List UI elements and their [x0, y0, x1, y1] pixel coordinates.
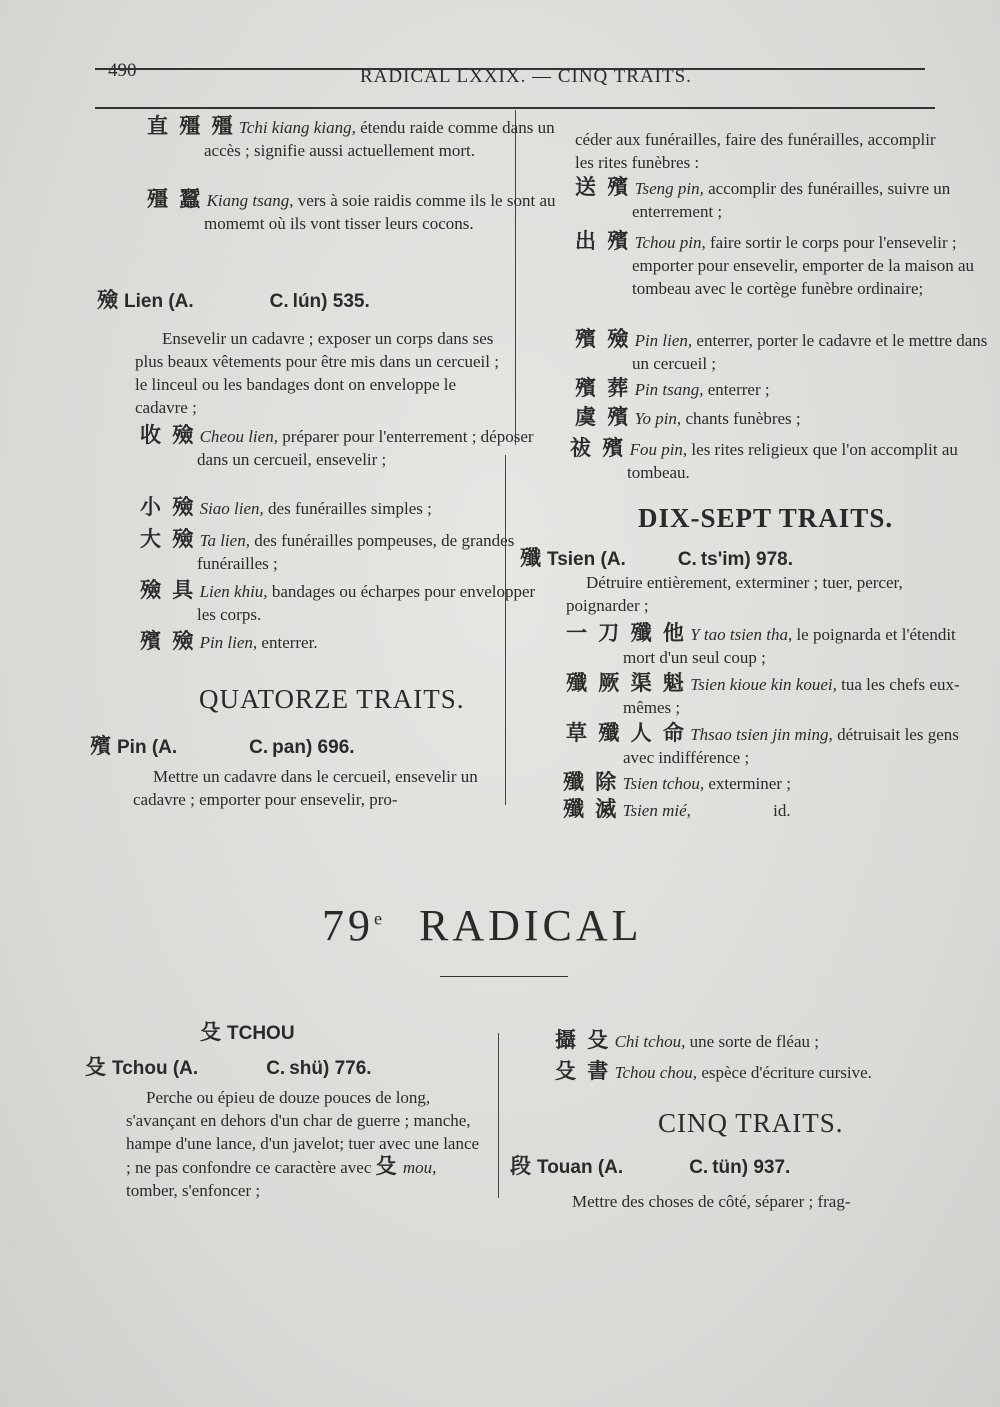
romanization: Tseng pin,: [634, 179, 704, 198]
section-heading: CINQ TRAITS.: [658, 1108, 844, 1138]
cantonese-label: C.: [689, 1157, 709, 1178]
definition: bandages ou écharpes pour envelopper les corps.: [197, 582, 536, 624]
romanization: Pin tsang,: [634, 380, 704, 399]
headword-line: [97, 284, 517, 314]
chinese-characters: 殯 葬: [575, 376, 631, 400]
chinese-characters: 出 殯: [575, 229, 631, 253]
chinese-characters: 大 殮: [140, 527, 196, 551]
entry: [140, 424, 557, 471]
headword-line: [520, 542, 940, 572]
romanization: Tsien tchou,: [622, 774, 705, 793]
romanization: Cheou lien,: [199, 427, 278, 446]
entry: [555, 1060, 935, 1084]
romanization: Tchou pin,: [634, 233, 706, 252]
chinese-characters: 送 殯: [575, 175, 631, 199]
entry: [563, 771, 986, 795]
headword-character: 段: [510, 1154, 533, 1178]
headword-line: [90, 730, 510, 760]
romanization: Pin lien,: [634, 331, 693, 350]
definition: tua les chefs eux-mêmes ;: [623, 675, 960, 717]
entry: [140, 496, 557, 520]
chinese-characters: 殲 除: [563, 770, 619, 794]
headword-character: 殳: [85, 1055, 108, 1079]
chinese-characters: 直 殭 殭: [147, 114, 235, 138]
definition: exterminer ;: [704, 774, 791, 793]
entry: [566, 622, 989, 669]
entry: [575, 328, 997, 375]
pronunciation: ts'im) 978.: [700, 549, 793, 570]
entry: [575, 377, 997, 401]
pronunciation: shü) 776.: [289, 1058, 372, 1079]
definition-text: tomber, s'enfoncer ;: [126, 1181, 261, 1200]
page-number: 490: [108, 60, 137, 81]
definition: une sorte de fléau ;: [685, 1032, 819, 1051]
romanization: Lien khiu,: [199, 582, 268, 601]
headword-character: 殲: [520, 546, 543, 570]
chinese-characters: 攝 殳: [555, 1028, 611, 1052]
headword: Touan (A.: [537, 1157, 624, 1178]
definition: id.: [773, 801, 791, 820]
romanization: Chi tchou,: [614, 1032, 686, 1051]
chinese-characters: 一 刀 殲 他: [566, 621, 686, 645]
cantonese-label: C.: [269, 291, 289, 312]
chinese-characters: 虞 殯: [575, 405, 631, 429]
romanization: Kiang tsang,: [206, 191, 294, 210]
chinese-character: 殳: [375, 1154, 399, 1178]
definition: Ensevelir un cadavre ; exposer un corps dans ses plus beaux vêtements pour être mis dans un cercueil ; le linceul ou les bandages dont on enveloppe le cadavre ;: [135, 329, 499, 417]
definition: accomplir des funérailles, suivre un enterrement ;: [632, 179, 951, 221]
header-rule-lower: [95, 107, 935, 109]
definition: détruisait les gens avec indifférence ;: [623, 725, 959, 767]
definition: espèce d'écriture cursive.: [697, 1063, 872, 1082]
chinese-characters: 殭 蠶: [147, 187, 203, 211]
romanization: Tchi kiang kiang,: [238, 118, 356, 137]
definition: Mettre des choses de côté, séparer ; frag-: [572, 1192, 851, 1211]
radical-character: 殳: [200, 1020, 223, 1044]
cantonese-label: C.: [677, 549, 697, 570]
romanization: Thsao tsien jin ming,: [690, 725, 833, 744]
headword-character: 殯: [90, 734, 113, 758]
definition: enterrer, porter le cadavre et le mettre dans un cercueil ;: [632, 331, 988, 373]
entry: [147, 188, 566, 235]
romanization: Yo pin,: [634, 409, 682, 428]
pronunciation: tün) 937.: [712, 1157, 791, 1178]
entry: [566, 722, 989, 769]
chinese-characters: 收 殮: [140, 423, 196, 447]
definition: préparer pour l'enterrement ; déposer dans un cercueil, ensevelir ;: [197, 427, 534, 469]
entry: [566, 672, 989, 719]
definition: [126, 1086, 488, 1202]
definition: le poignarda et l'étendit mort d'un seul coup ;: [623, 625, 956, 667]
entry: [570, 437, 997, 484]
definition: chants funèbres ;: [681, 409, 801, 428]
romanization: Tchou chou,: [614, 1063, 698, 1082]
radical-word: RADICAL: [419, 901, 643, 950]
section-heading: DIX-SEPT TRAITS.: [638, 503, 894, 533]
chinese-characters: 殲 滅: [563, 797, 619, 821]
radical-number: 79: [322, 901, 374, 950]
entry: [140, 579, 557, 626]
definition: des funérailles simples ;: [263, 499, 432, 518]
definition: des funérailles pompeuses, de grandes funérailles ;: [197, 531, 515, 573]
headword: Tsien (A.: [547, 549, 626, 570]
definition: enterrer ;: [703, 380, 770, 399]
romanization: Pin lien,: [199, 633, 258, 652]
entry: [140, 630, 557, 654]
headword-line: [85, 1051, 495, 1081]
romanization: Ta lien,: [199, 531, 250, 550]
pronunciation: lún) 535.: [292, 291, 370, 312]
radical-number-suffix: e: [374, 908, 386, 929]
headword-line: [510, 1150, 940, 1180]
entry: [563, 798, 929, 822]
chinese-characters: 小 殮: [140, 495, 196, 519]
radical-heading: [200, 1016, 295, 1046]
radical-name: TCHOU: [227, 1023, 295, 1044]
headword: Lien (A.: [124, 291, 194, 312]
definition: faire sortir le corps pour l'ensevelir ; emporter pour ensevelir, emporter de la maison au tombeau avec le cortège funèbre ordinaire;: [632, 233, 975, 298]
definition: les rites religieux que l'on accomplit au tombeau.: [627, 440, 958, 482]
entry: [140, 528, 557, 575]
romanization: Tsien mié,: [622, 801, 691, 820]
definition: enterrer.: [257, 633, 318, 652]
header-rule: [95, 68, 925, 70]
definition-continued: céder aux funérailles, faire des funérailles, accomplir les rites funèbres :: [575, 130, 936, 172]
definition: vers à soie raidis comme ils le sont au momemt où ils vont tisser leurs cocons.: [204, 191, 556, 233]
title-rule: [440, 976, 568, 977]
cantonese-label: C.: [249, 737, 269, 758]
cantonese-label: C.: [266, 1058, 286, 1079]
definition: Détruire entièrement, exterminer ; tuer, percer, poignarder ;: [566, 573, 903, 615]
romanization: Siao lien,: [199, 499, 264, 518]
chinese-characters: 殮 具: [140, 578, 196, 602]
entry: [555, 1029, 935, 1053]
definition: étendu raide comme dans un accès ; signifie aussi actuellement mort.: [204, 118, 555, 160]
entry: [575, 406, 997, 430]
chinese-characters: 殳 書: [555, 1059, 611, 1083]
headword-character: 殮: [97, 288, 120, 312]
entry: [575, 176, 997, 223]
chinese-characters: 殯 殮: [575, 327, 631, 351]
headword: Pin (A.: [117, 737, 178, 758]
romanization: Y tao tsien tha,: [690, 625, 793, 644]
chinese-characters: 草 殲 人 命: [566, 721, 686, 745]
chinese-characters: 殲 厥 渠 魁: [566, 671, 686, 695]
radical-title: [322, 900, 643, 951]
definition: Mettre un cadavre dans le cercueil, ensevelir un cadavre ; emporter pour ensevelir, pro-: [133, 767, 478, 809]
headword: Tchou (A.: [112, 1058, 199, 1079]
running-title: RADICAL LXXIX. — CINQ TRAITS.: [360, 66, 692, 87]
romanization: mou,: [402, 1158, 437, 1177]
pronunciation: pan) 696.: [272, 737, 355, 758]
entry: [575, 230, 997, 300]
definition-text: Perche ou épieu de douze pouces de long, s'avançant en dehors d'un char de guerre ; manche, hampe d'une lance, d'un javelot; tuer avec une lance ; ne pas confondre ce caractère avec: [126, 1088, 480, 1177]
entry: [147, 115, 566, 162]
section-heading: QUATORZE TRAITS.: [199, 684, 465, 714]
chinese-characters: 祓 殯: [570, 436, 626, 460]
chinese-characters: 殯 殮: [140, 629, 196, 653]
romanization: Tsien kioue kin kouei,: [690, 675, 837, 694]
column-divider: [498, 1033, 499, 1198]
romanization: Fou pin,: [629, 440, 688, 459]
